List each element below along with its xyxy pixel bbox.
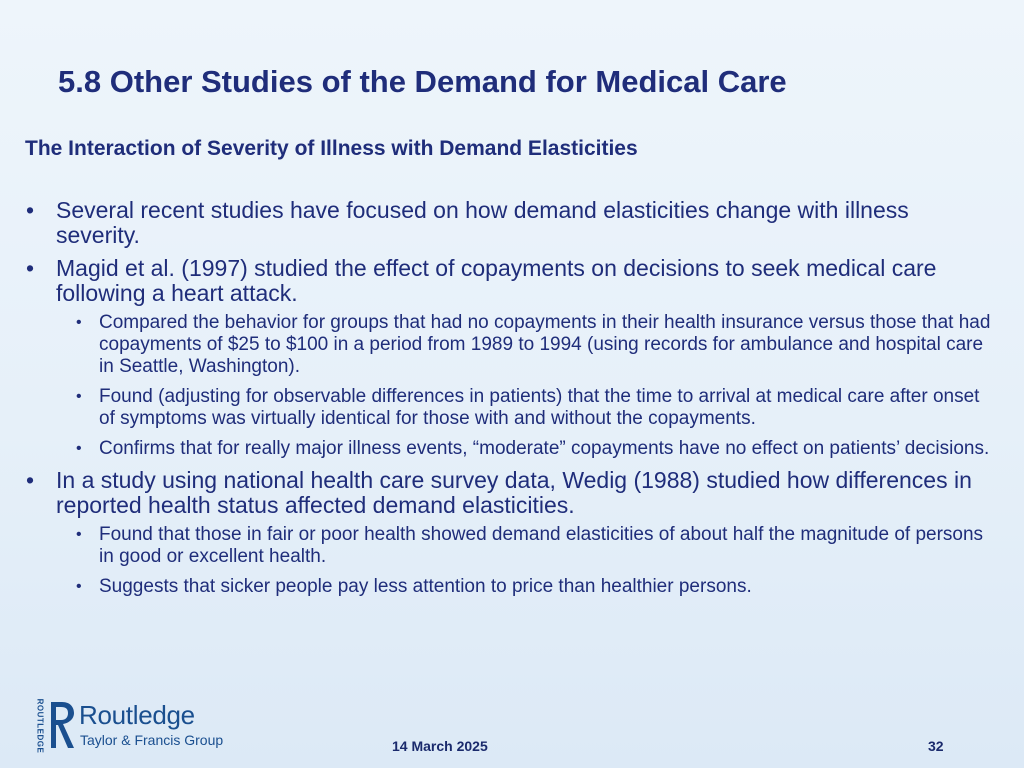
sub-bullet-item [56, 524, 997, 568]
sub-bullet-item [56, 438, 997, 460]
sub-bullet-text: Found that those in fair or poor health showed demand elasticities of about half the magnitude of persons in good or excellent health. [99, 524, 984, 567]
logo-side-text [34, 700, 46, 752]
bullet-glyph: • [26, 197, 35, 223]
bullet-item [22, 468, 997, 598]
slide-subtitle: The Interaction of Severity of Illness with Demand Elasticities [25, 137, 638, 160]
bullet-glyph: • [26, 255, 35, 281]
sub-bullet-text: Suggests that sicker people pay less attention to price than healthier persons. [99, 576, 752, 597]
sub-bullet-item [56, 576, 997, 598]
page-number: 32 [928, 738, 944, 754]
logo-side-label: ROUTLEDGE [35, 698, 45, 754]
sub-bullet-list [56, 524, 997, 598]
sub-bullet-glyph: • [76, 526, 82, 543]
bullet-text: Several recent studies have focused on how demand elasticities change with illness severity. [56, 197, 909, 248]
bullet-item [22, 198, 997, 248]
sub-bullet-list [56, 312, 997, 460]
logo-group: Taylor & Francis Group [80, 732, 224, 748]
footer-date: 14 March 2025 [392, 738, 488, 754]
bullet-list [22, 198, 997, 606]
routledge-r-icon [47, 698, 77, 754]
bullet-item [22, 256, 997, 460]
bullet-text: In a study using national health care survey data, Wedig (1988) studied how differences in reported health status affected demand elasticities. [56, 467, 972, 518]
sub-bullet-text: Found (adjusting for observable differences in patients) that the time to arrival at medical care after onset of symptoms was virtually identical for those with and without the copayments. [99, 386, 980, 429]
slide-title: 5.8 Other Studies of the Demand for Medical Care [58, 64, 787, 99]
sub-bullet-item [56, 312, 997, 378]
sub-bullet-text: Confirms that for really major illness events, “moderate” copayments have no effect on patients’ decisions. [99, 438, 990, 459]
sub-bullet-text: Compared the behavior for groups that had no copayments in their health insurance versus those that had copayments of $25 to $100 in a period from 1989 to 1994 (using records for ambulance and hospital care in Seattle, Washington). [99, 312, 991, 377]
logo-name: Routledge [79, 700, 195, 730]
sub-bullet-glyph: • [76, 388, 82, 405]
publisher-logo [34, 698, 224, 754]
bullet-glyph: • [26, 467, 35, 493]
bullet-text: Magid et al. (1997) studied the effect of copayments on decisions to seek medical care following a heart attack. [56, 255, 937, 306]
sub-bullet-glyph: • [76, 314, 82, 331]
sub-bullet-glyph: • [76, 440, 82, 457]
sub-bullet-item [56, 386, 997, 430]
sub-bullet-glyph: • [76, 578, 82, 595]
